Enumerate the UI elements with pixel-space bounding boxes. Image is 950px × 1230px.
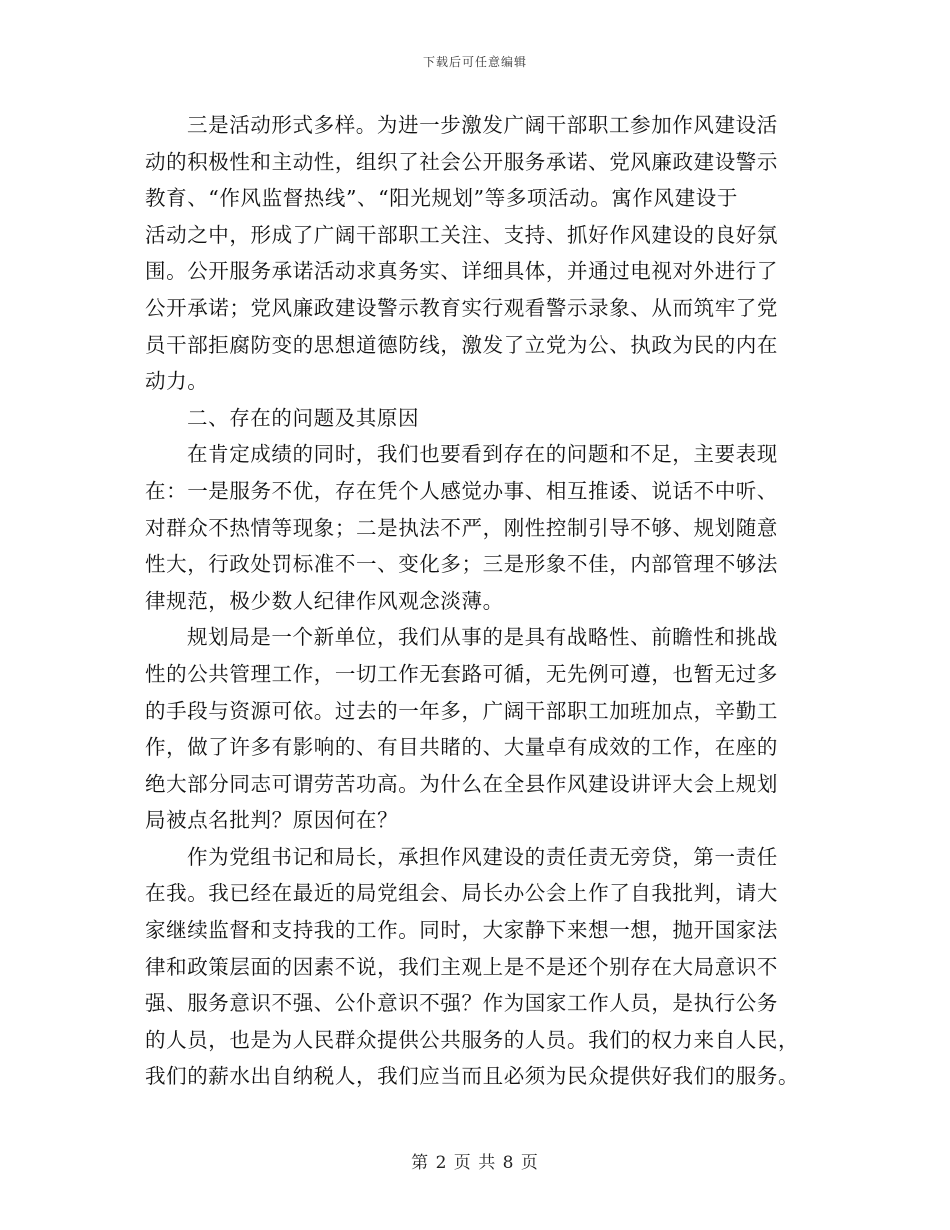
paragraph-line: 的人员，也是为人民群众提供公共服务的人员。我们的权力来自人民， xyxy=(145,1027,800,1052)
paragraph-line: 性大，行政处罚标准不一、变化多；三是形象不佳，内部管理不够法 xyxy=(145,552,778,577)
paragraph-line: 家继续监督和支持我的工作。同时，大家静下来想一想，抛开国家法 xyxy=(145,918,778,943)
paragraph-line: 我们的薪水出自纳税人，我们应当而且必须为民众提供好我们的服务。 xyxy=(145,1064,800,1089)
paragraph-line: 公开承诺；党风廉政建设警示教育实行观看警示录象、从而筑牢了党 xyxy=(145,295,778,320)
paragraph-line: 作，做了许多有影响的、有目共睹的、大量卓有成效的工作，在座的 xyxy=(145,735,778,760)
paragraph-line: 在肯定成绩的同时，我们也要看到存在的问题和不足，主要表现 xyxy=(187,442,778,467)
paragraph-line: 围。公开服务承诺活动求真务实、详细具体，并通过电视对外进行了 xyxy=(145,259,778,284)
paragraph-line: 教育、“作风监督热线”、“阳光规划”等多项活动。寓作风建设于 xyxy=(145,186,738,211)
paragraph-line: 动力。 xyxy=(145,369,209,394)
section-heading: 二、存在的问题及其原因 xyxy=(187,405,420,430)
paragraph-line: 律规范，极少数人纪律作风观念淡薄。 xyxy=(145,588,504,613)
paragraph-line: 的手段与资源可依。过去的一年多，广阔干部职工加班加点，辛勤工 xyxy=(145,698,778,723)
paragraph-line: 绝大部分同志可谓劳苦功高。为什么在全县作风建设讲评大会上规划 xyxy=(145,771,778,796)
paragraph-line: 在：一是服务不优，存在凭个人感觉办事、相互推诿、说话不中听、 xyxy=(145,478,778,503)
paragraph-line: 作为党组书记和局长，承担作风建设的责任责无旁贷，第一责任 xyxy=(187,844,778,869)
paragraph-line: 动的积极性和主动性，组织了社会公开服务承诺、党风廉政建设警示 xyxy=(145,149,778,174)
paragraph-line: 活动之中，形成了广阔干部职工关注、支持、抓好作风建设的良好氛 xyxy=(145,222,778,247)
paragraph-line: 强、服务意识不强、公仆意识不强？作为国家工作人员，是执行公务 xyxy=(145,991,778,1016)
paragraph-line: 员干部拒腐防变的思想道德防线，激发了立党为公、执政为民的内在 xyxy=(145,332,778,357)
paragraph-line: 性的公共管理工作，一切工作无套路可循，无先例可遵，也暂无过多 xyxy=(145,661,778,686)
paragraph-line: 对群众不热情等现象；二是执法不严，刚性控制引导不够、规划随意 xyxy=(145,515,778,540)
document-body xyxy=(145,107,813,1095)
paragraph-line: 三是活动形式多样。为进一步激发广阔干部职工参加作风建设活 xyxy=(187,113,778,137)
page-number: 第 2 页 共 8 页 xyxy=(411,1153,539,1173)
paragraph-line: 律和政策层面的因素不说，我们主观上是不是还个别存在大局意识不 xyxy=(145,954,778,979)
paragraph-line: 局被点名批判？原因何在？ xyxy=(145,808,399,833)
page-header: 下载后可任意编辑 xyxy=(422,55,527,69)
paragraph-line: 在我。我已经在最近的局党组会、局长办公会上作了自我批判，请大 xyxy=(145,881,778,906)
paragraph-line: 规划局是一个新单位，我们从事的是具有战略性、前瞻性和挑战 xyxy=(187,625,778,650)
